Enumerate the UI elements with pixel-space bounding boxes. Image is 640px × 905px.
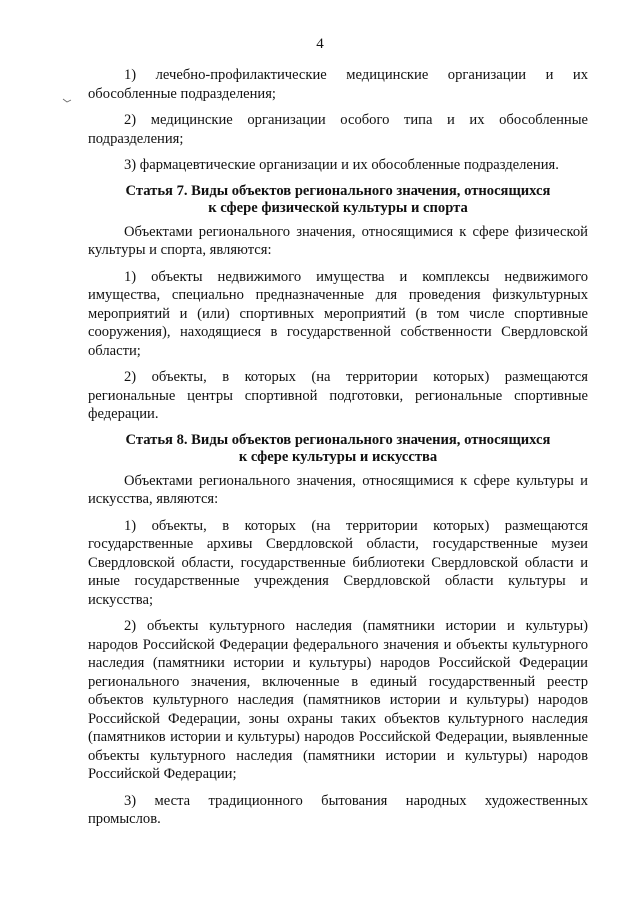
article-8-heading bbox=[88, 432, 588, 466]
article-7-item-2: 2) объекты, в которых (на территории которых) размещаются региональные центры спортивной подготовки, региональные спортивные федерации. bbox=[88, 369, 588, 422]
list-item-special-medical-orgs: 2) медицинские организации особого типа и их обособленные подразделения; bbox=[88, 112, 588, 147]
article-7-heading bbox=[88, 183, 588, 217]
page-number: 4 bbox=[316, 36, 324, 52]
article-8-item-1: 1) объекты, в которых (на территории которых) размещаются государственные архивы Свердловской области, государственные музеи Свердловской области, государственные библиотеки Свердловской области и иные государственные учреждения Свердловской области культуры и искусства; bbox=[88, 517, 588, 608]
article-8-heading-line2: к сфере культуры и искусства bbox=[238, 448, 438, 465]
list-item-medical-orgs: 1) лечебно-профилактические медицинские организации и их обособленные подразделения; bbox=[88, 67, 588, 102]
article-8-heading-line1: Статья 8. Виды объектов регионального значения, относящихся bbox=[125, 431, 551, 448]
article-7-intro: Объектами регионального значения, относящимися к сфере физической культуры и спорта, являются: bbox=[88, 223, 588, 258]
article-8-intro: Объектами регионального значения, относящимися к сфере культуры и искусства, являются: bbox=[88, 472, 588, 507]
article-7-heading-line2: к сфере физической культуры и спорта bbox=[208, 199, 468, 216]
article-7-heading-line1: Статья 7. Виды объектов регионального значения, относящихся bbox=[125, 182, 551, 199]
article-8-item-2: 2) объекты культурного наследия (памятники истории и культуры) народов Российской Федерации федерального значения и объекты культурного наследия (памятники истории и культуры) народов Российской Федерации регионального значения, включенные в единый государственный реестр объектов культурного наследия (памятников истории и культуры) народов Российской Федерации, зоны охраны таких объектов культурного наследия (памятников истории и культуры) народов Российской Федерации, выявленные объекты культурного наследия (памятники истории и культуры) народов Российской Федерации; bbox=[88, 618, 588, 782]
list-item-pharmaceutical-orgs: 3) фармацевтические организации и их обособленные подразделения. bbox=[124, 157, 559, 173]
document-body bbox=[88, 66, 588, 837]
scan-mark bbox=[62, 98, 72, 104]
article-7-item-1: 1) объекты недвижимого имущества и комплексы недвижимого имущества, специально предназначенные для проведения физкультурных мероприятий и (или) спортивных мероприятий (в том числе спортивные сооружения), находящиеся в государственной собственности Свердловской области; bbox=[88, 268, 588, 359]
article-8-item-3: 3) места традиционного бытования народных художественных промыслов. bbox=[88, 792, 588, 827]
